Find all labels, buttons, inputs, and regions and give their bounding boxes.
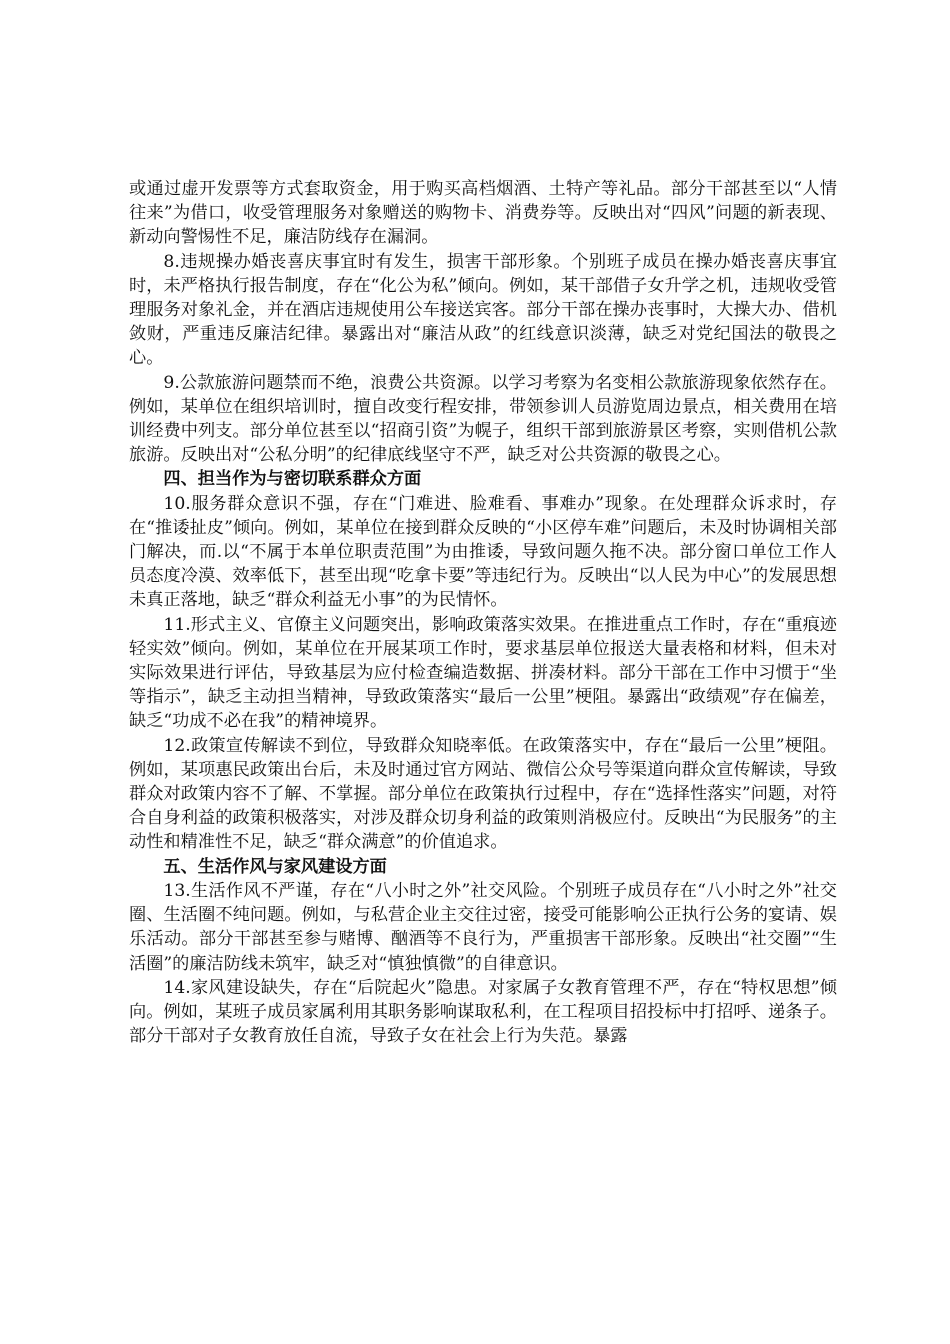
paragraph-item-11: 11.形式主义、官僚主义问题突出，影响政策落实效果。在推进重点工作时，存在“重痕迹轻实效”倾向。例如，某单位在开展某项工作时，要求基层单位报送大量表格和材料，但未对实际效果进行评估，导致基层为应付检查编造数据、拼凑材料。部分干部在工作中习惯于“坐等指示”，缺乏主动担当精神，导致政策落实“最后一公里”梗阻。暴露出“政绩观”存在偏差，缺乏“功成不必在我”的精神境界。 xyxy=(129,614,837,732)
paragraph-item-13: 13.生活作风不严谨，存在“八小时之外”社交风险。个别班子成员存在“八小时之外”社交圈、生活圈不纯问题。例如，与私营企业主交往过密，接受可能影响公正执行公务的宴请、娱乐活动。部分干部甚至参与赌博、酗酒等不良行为，严重损害干部形象。反映出“社交圈”“生活圈”的廉洁防线未筑牢，缺乏对“慎独慎微”的自律意识。 xyxy=(129,880,837,974)
paragraph-item-14: 14.家风建设缺失，存在“后院起火”隐患。对家属子女教育管理不严，存在“特权思想”倾向。例如，某班子成员家属利用其职务影响谋取私利，在工程项目招投标中打招呼、递条子。部分干部对子女教育放任自流，导致子女在社会上行为失范。暴露 xyxy=(129,977,837,1047)
section-heading-5: 五、生活作风与家风建设方面 xyxy=(163,856,387,877)
paragraph-item-8: 8.违规操办婚丧喜庆事宜时有发生，损害干部形象。个别班子成员在操办婚丧喜庆事宜时，未严格执行报告制度，存在“化公为私”倾向。例如，某干部借子女升学之机，违规收受管理服务对象礼金，并在酒店违规使用公车接送宾客。部分干部在操办丧事时，大操大办、借机敛财，严重违反廉洁纪律。暴露出对“廉洁从政”的红线意识淡薄，缺乏对党纪国法的敬畏之心。 xyxy=(129,251,837,369)
paragraph-item-9: 9.公款旅游问题禁而不绝，浪费公共资源。以学习考察为名变相公款旅游现象依然存在。例如，某单位在组织培训时，擅自改变行程安排，带领参训人员游览周边景点，相关费用在培训经费中列支。部分单位甚至以“招商引资”为幌子，组织干部到旅游景区考察，实则借机公款旅游。反映出对“公私分明”的纪律底线坚守不严，缺乏对公共资源的敬畏之心。 xyxy=(129,372,837,466)
document-body xyxy=(129,177,837,1048)
paragraph-item-12: 12.政策宣传解读不到位，导致群众知晓率低。在政策落实中，存在“最后一公里”梗阻。例如，某项惠民政策出台后，未及时通过官方网站、微信公众号等渠道向群众宣传解读，导致群众对政策内容不了解、不掌握。部分单位在政策执行过程中，存在“选择性落实”问题，对符合自身利益的政策积极落实，对涉及群众切身利益的政策则消极应付。反映出“为民服务”的主动性和精准性不足，缺乏“群众满意”的价值追求。 xyxy=(129,735,837,853)
paragraph-continuation: 或通过虚开发票等方式套取资金，用于购买高档烟酒、土特产等礼品。部分干部甚至以“人情往来”为借口，收受管理服务对象赠送的购物卡、消费券等。反映出对“四风”问题的新表现、新动向警惕性不足，廉洁防线存在漏洞。 xyxy=(129,179,837,248)
section-heading-4: 四、担当作为与密切联系群众方面 xyxy=(163,469,422,490)
paragraph-item-10: 10.服务群众意识不强，存在“门难进、脸难看、事难办”现象。在处理群众诉求时，存在“推诿扯皮”倾向。例如，某单位在接到群众反映的“小区停车难”问题后，未及时协调相关部门解决，而.以“不属于本单位职责范围”为由推诿，导致问题久拖不决。部分窗口单位工作人员态度冷漠、效率低下，甚至出现“吃拿卡要”等违纪行为。反映出“以人民为中心”的发展思想未真正落地，缺乏“群众利益无小事”的为民情怀。 xyxy=(129,493,837,611)
